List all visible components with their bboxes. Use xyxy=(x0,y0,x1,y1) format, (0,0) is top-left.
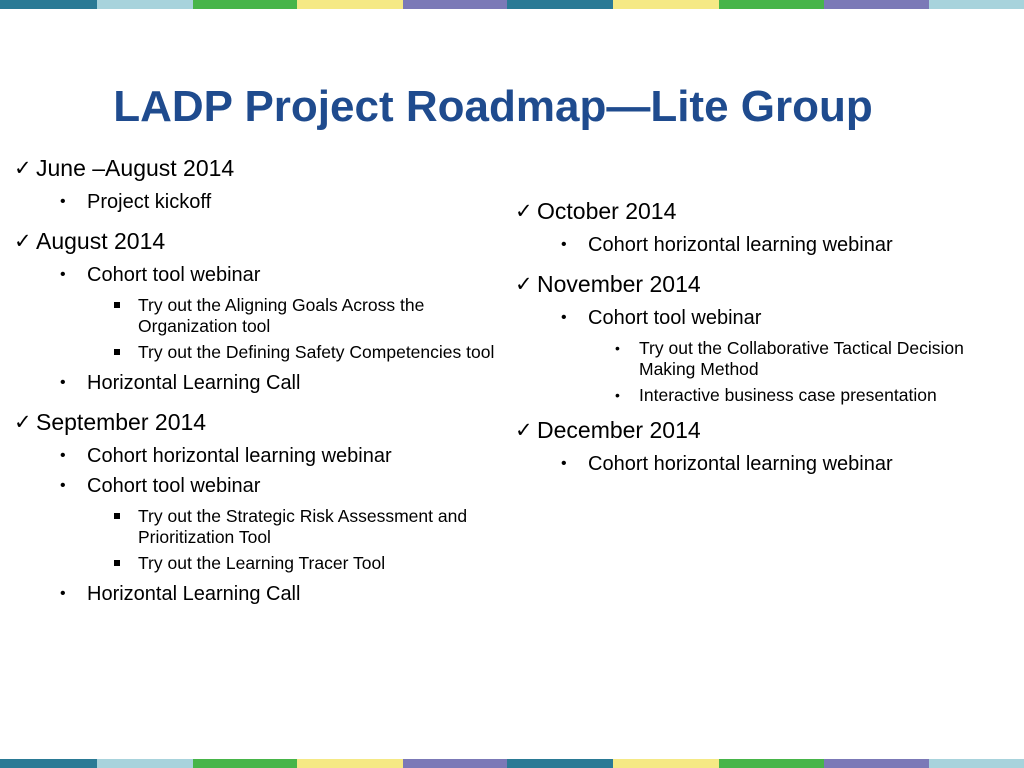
list-item xyxy=(14,471,514,501)
sub-list-item xyxy=(515,385,1020,406)
bullet-icon: • xyxy=(60,477,66,494)
stripe-segment xyxy=(719,759,824,768)
stripe-segment xyxy=(613,0,719,9)
list-item xyxy=(515,230,1020,260)
stripe-segment xyxy=(929,759,1024,768)
list-item-text: Cohort tool webinar xyxy=(588,307,762,329)
section-heading xyxy=(14,152,514,185)
square-bullet-icon xyxy=(114,560,120,566)
section-items xyxy=(515,303,1020,406)
outline-section xyxy=(515,268,1020,406)
section-heading-text: September 2014 xyxy=(36,409,207,435)
list-item-text: Project kickoff xyxy=(87,191,212,213)
square-bullet-icon xyxy=(114,302,120,308)
list-item-text: Cohort horizontal learning webinar xyxy=(588,234,893,256)
section-items xyxy=(515,230,1020,260)
stripe-segment xyxy=(193,759,297,768)
stripe-segment xyxy=(403,759,507,768)
check-icon: ✓ xyxy=(14,229,32,253)
stripe-segment xyxy=(613,759,719,768)
stripe-segment xyxy=(507,0,613,9)
section-heading xyxy=(515,195,1020,228)
bullet-icon: • xyxy=(60,447,66,464)
list-item-text: Cohort horizontal learning webinar xyxy=(87,445,392,467)
list-item-text: Cohort tool webinar xyxy=(87,264,261,286)
bullet-icon: • xyxy=(60,193,66,210)
stripe-segment xyxy=(929,0,1024,9)
list-item xyxy=(515,303,1020,333)
bullet-icon: • xyxy=(60,266,66,283)
section-heading xyxy=(515,414,1020,447)
sub-list-item-text: Try out the Learning Tracer Tool xyxy=(138,553,386,573)
bullet-icon: • xyxy=(615,387,620,403)
section-items xyxy=(515,449,1020,479)
outline-section xyxy=(14,225,514,398)
sub-list-item-text: Try out the Aligning Goals Across the Organization tool xyxy=(138,295,425,336)
section-items xyxy=(14,260,514,398)
outline-section xyxy=(14,152,514,217)
sub-list-item xyxy=(14,295,514,337)
section-items xyxy=(14,187,514,217)
bullet-icon: • xyxy=(615,340,620,356)
list-item xyxy=(14,187,514,217)
stripe-segment xyxy=(0,0,97,9)
sub-list-item-text: Interactive business case presentation xyxy=(639,385,937,405)
section-heading-text: December 2014 xyxy=(537,417,701,443)
list-item-text: Horizontal Learning Call xyxy=(87,372,301,394)
section-items xyxy=(14,441,514,609)
check-icon: ✓ xyxy=(14,410,32,434)
square-bullet-icon xyxy=(114,513,120,519)
list-item-text: Cohort tool webinar xyxy=(87,475,261,497)
outline-section xyxy=(515,414,1020,479)
sub-list-item-text: Try out the Strategic Risk Assessment and Prioritization Tool xyxy=(138,506,468,547)
check-icon: ✓ xyxy=(14,156,32,180)
bullet-icon: • xyxy=(561,455,567,472)
section-heading-text: August 2014 xyxy=(36,228,166,254)
outline-section xyxy=(14,406,514,609)
list-item-text: Horizontal Learning Call xyxy=(87,583,301,605)
section-heading xyxy=(515,268,1020,301)
section-heading-text: June –August 2014 xyxy=(36,155,235,181)
right-column xyxy=(515,195,1020,479)
sub-list-item-text: Try out the Defining Safety Competencies tool xyxy=(138,342,495,362)
sub-list-item xyxy=(14,506,514,548)
stripe-segment xyxy=(824,0,929,9)
list-item xyxy=(14,441,514,471)
check-icon: ✓ xyxy=(515,272,533,296)
list-item xyxy=(14,368,514,398)
stripe-segment xyxy=(824,759,929,768)
section-heading-text: November 2014 xyxy=(537,271,701,297)
outline-section xyxy=(515,195,1020,260)
section-heading-text: October 2014 xyxy=(537,198,677,224)
stripe-segment xyxy=(297,0,403,9)
list-item xyxy=(14,579,514,609)
stripe-segment xyxy=(97,759,193,768)
bullet-icon: • xyxy=(60,374,66,391)
stripe-segment xyxy=(97,0,193,9)
bullet-icon: • xyxy=(561,309,567,326)
bottom-color-stripe xyxy=(0,759,1024,768)
list-item xyxy=(14,260,514,290)
stripe-segment xyxy=(719,0,824,9)
bullet-icon: • xyxy=(561,236,567,253)
sub-list-item xyxy=(14,342,514,363)
sub-list-item xyxy=(14,553,514,574)
left-column xyxy=(14,152,514,609)
list-item xyxy=(515,449,1020,479)
check-icon: ✓ xyxy=(515,418,533,442)
stripe-segment xyxy=(0,759,97,768)
sub-list-item xyxy=(515,338,1020,380)
sub-list-item-text: Try out the Collaborative Tactical Decision Making Method xyxy=(639,338,964,379)
top-color-stripe xyxy=(0,0,1024,9)
list-item-text: Cohort horizontal learning webinar xyxy=(588,453,893,475)
section-heading xyxy=(14,225,514,258)
stripe-segment xyxy=(193,0,297,9)
square-bullet-icon xyxy=(114,349,120,355)
stripe-segment xyxy=(507,759,613,768)
bullet-icon: • xyxy=(60,585,66,602)
stripe-segment xyxy=(403,0,507,9)
stripe-segment xyxy=(297,759,403,768)
check-icon: ✓ xyxy=(515,199,533,223)
slide-title: LADP Project Roadmap—Lite Group xyxy=(113,82,873,131)
section-heading xyxy=(14,406,514,439)
